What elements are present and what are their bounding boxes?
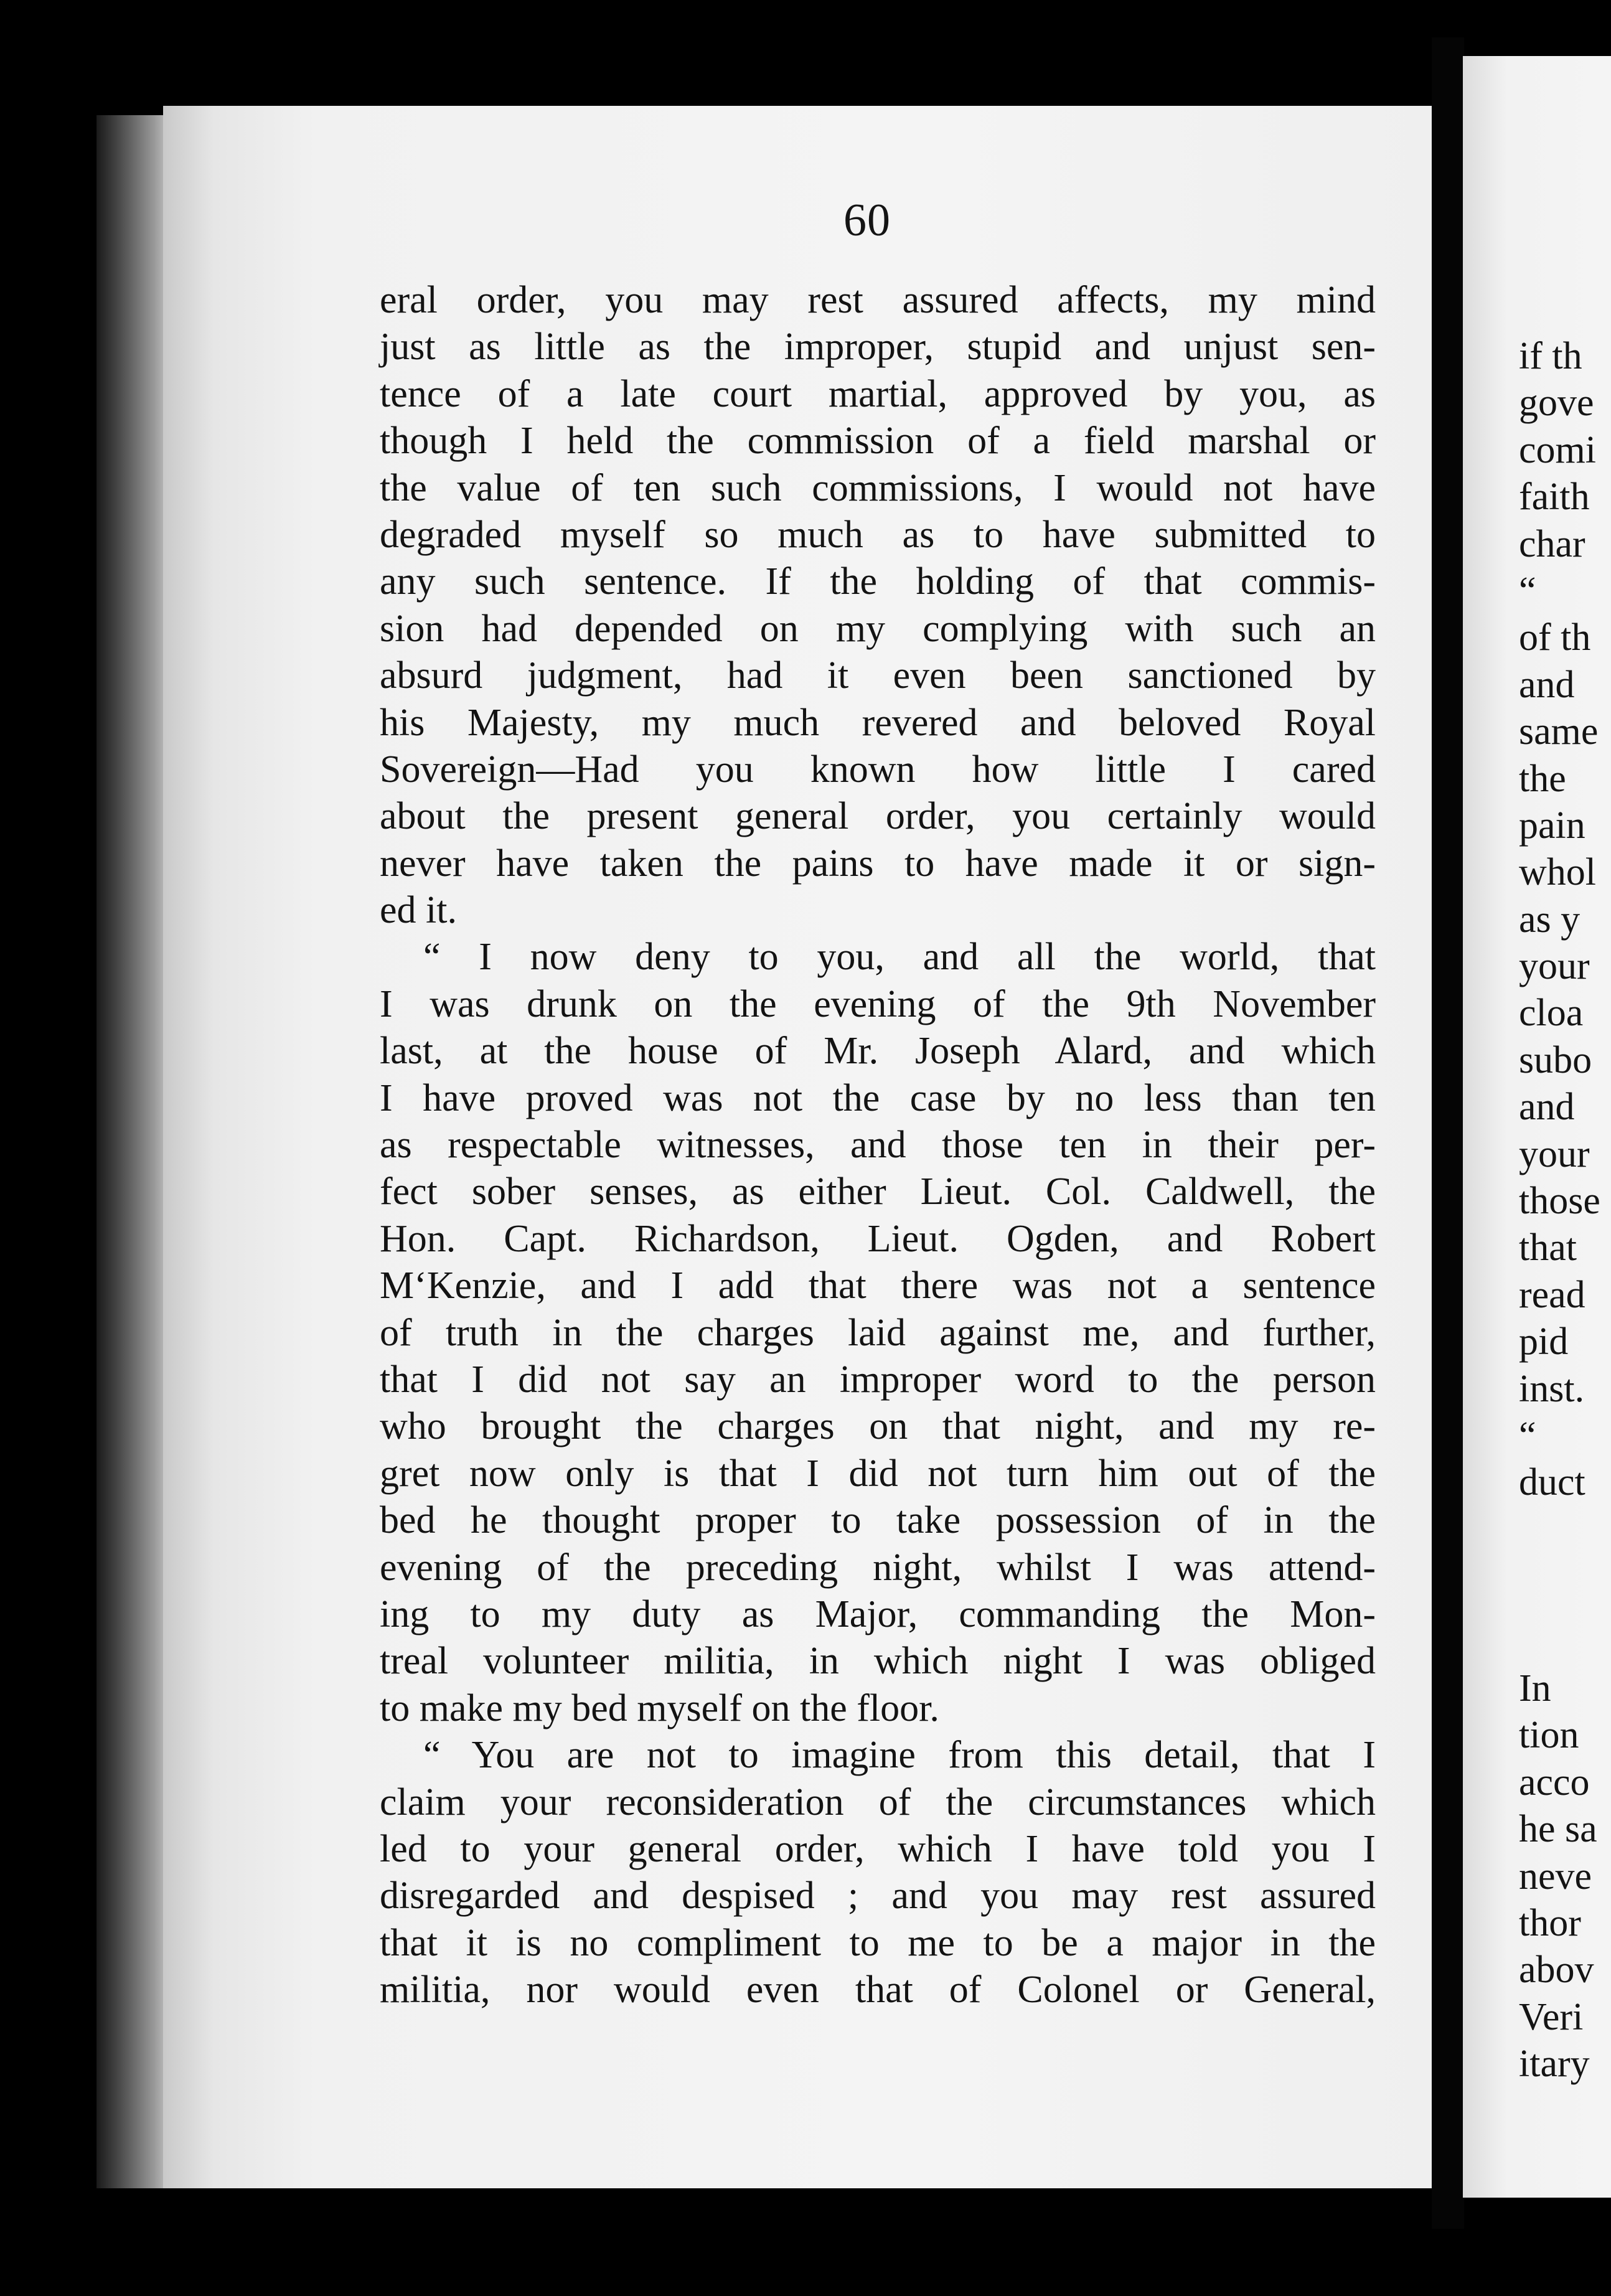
text-line: tence of a late court martial, approved by you, as <box>380 372 1376 415</box>
right-page-fragment: the <box>1519 757 1566 800</box>
right-page-fragment: faith <box>1519 476 1590 519</box>
right-page-fragment: of th <box>1519 616 1591 659</box>
right-page-fragment: duct <box>1519 1461 1585 1504</box>
right-page-fragment: neve <box>1519 1855 1592 1898</box>
text-line: of truth in the charges laid against me, and further, <box>380 1311 1376 1354</box>
right-page-fragment: Veri <box>1519 1995 1584 2038</box>
right-page-fragment: gove <box>1519 382 1594 425</box>
text-line: claim your reconsideration of the circumstances which <box>380 1781 1376 1823</box>
text-line: disregarded and despised ; and you may rest assured <box>380 1875 1376 1917</box>
text-line: sion had depended on my complying with such an <box>380 607 1376 650</box>
text-line: ed it. <box>380 889 457 932</box>
text-line: last, at the house of Mr. Joseph Alard, and which <box>380 1030 1376 1073</box>
right-page-sliver <box>1463 56 1611 2198</box>
right-page-fragment: that <box>1519 1226 1577 1269</box>
text-line: gret now only is that I did not turn him out of the <box>380 1452 1376 1495</box>
book-spine-edge <box>96 115 165 2188</box>
text-line: as respectable witnesses, and those ten in their per- <box>380 1124 1376 1167</box>
right-page-fragment: char <box>1519 522 1585 565</box>
text-line: who brought the charges on that night, and my re- <box>380 1405 1376 1448</box>
right-page-fragment: inst. <box>1519 1367 1585 1410</box>
right-page-fragment: read <box>1519 1273 1585 1316</box>
text-line: his Majesty, my much revered and beloved Royal <box>380 701 1376 744</box>
text-line: M‘Kenzie, and I add that there was not a sentence <box>380 1264 1376 1307</box>
right-page-fragment: In <box>1519 1667 1551 1710</box>
right-page-fragment: he sa <box>1519 1808 1597 1851</box>
right-page-fragment: pid <box>1519 1320 1569 1363</box>
right-page-fragment: those <box>1519 1180 1600 1223</box>
text-line: “ You are not to imagine from this detail, that I <box>423 1734 1376 1777</box>
right-page-fragment: itary <box>1519 2043 1590 2086</box>
right-page-fragment: cloa <box>1519 992 1584 1035</box>
text-line: any such sentence. If the holding of that commis- <box>380 560 1376 603</box>
right-page-fragment: comi <box>1519 428 1596 471</box>
right-page-fragment: as y <box>1519 898 1580 941</box>
right-page-fragment: whol <box>1519 851 1596 894</box>
right-page-fragment: same <box>1519 710 1599 753</box>
right-page-fragment: if th <box>1519 335 1582 377</box>
right-page-fragment: “ <box>1519 569 1536 612</box>
text-line: eral order, you may rest assured affects, my mind <box>380 279 1376 321</box>
right-page-fragment: acco <box>1519 1761 1590 1804</box>
text-line: about the present general order, you certainly would <box>380 795 1376 838</box>
text-line: fect sober senses, as either Lieut. Col. Caldwell, the <box>380 1170 1376 1213</box>
text-line: bed he thought proper to take possession of in the <box>380 1499 1376 1542</box>
text-line: the value of ten such commissions, I would not have <box>380 466 1376 509</box>
right-page-fragment: tion <box>1519 1714 1579 1757</box>
text-line: I have proved was not the case by no less than ten <box>380 1076 1376 1119</box>
page-gutter <box>1432 37 1464 2229</box>
right-page-fragment: your <box>1519 1132 1590 1175</box>
right-page-text-top <box>1463 333 1600 1507</box>
text-line: ing to my duty as Major, commanding the Mon- <box>380 1593 1376 1635</box>
text-line: absurd judgment, had it even been sanctioned by <box>380 654 1376 697</box>
right-page-fragment: and <box>1519 663 1575 706</box>
body-text <box>380 277 1376 2013</box>
text-line: though I held the commission of a field marshal or <box>380 420 1376 463</box>
right-page-fragment: pain <box>1519 804 1585 847</box>
right-page-fragment: subo <box>1519 1038 1592 1081</box>
text-line: that it is no compliment to me to be a major in the <box>380 1921 1376 1964</box>
text-line: I was drunk on the evening of the 9th November <box>380 982 1376 1025</box>
right-page-fragment: “ <box>1519 1414 1536 1457</box>
text-line: that I did not say an improper word to the person <box>380 1358 1376 1401</box>
page-number: 60 <box>843 195 891 246</box>
text-line: evening of the preceding night, whilst I was attend- <box>380 1546 1376 1589</box>
right-page-fragment: your <box>1519 945 1590 988</box>
text-line: just as little as the improper, stupid and unjust sen- <box>380 326 1376 369</box>
text-line: treal volunteer militia, in which night I was obliged <box>380 1640 1376 1683</box>
text-line: degraded myself so much as to have submitted to <box>380 513 1376 556</box>
text-line: militia, nor would even that of Colonel or General, <box>380 1969 1376 2011</box>
right-page-fragment: abov <box>1519 1949 1594 1992</box>
text-line: to make my bed myself on the floor. <box>380 1687 939 1729</box>
text-line: Sovereign—Had you known how little I cared <box>380 748 1376 791</box>
text-line: “ I now deny to you, and all the world, that <box>423 936 1376 979</box>
right-page-fragment: and <box>1519 1086 1575 1129</box>
right-page-text-bottom <box>1463 1665 1597 2088</box>
text-line: Hon. Capt. Richardson, Lieut. Ogden, and Robert <box>380 1217 1376 1260</box>
right-page-fragment: thor <box>1519 1901 1581 1944</box>
text-line: never have taken the pains to have made it or sign- <box>380 842 1376 885</box>
text-line: led to your general order, which I have told you I <box>380 1827 1376 1870</box>
